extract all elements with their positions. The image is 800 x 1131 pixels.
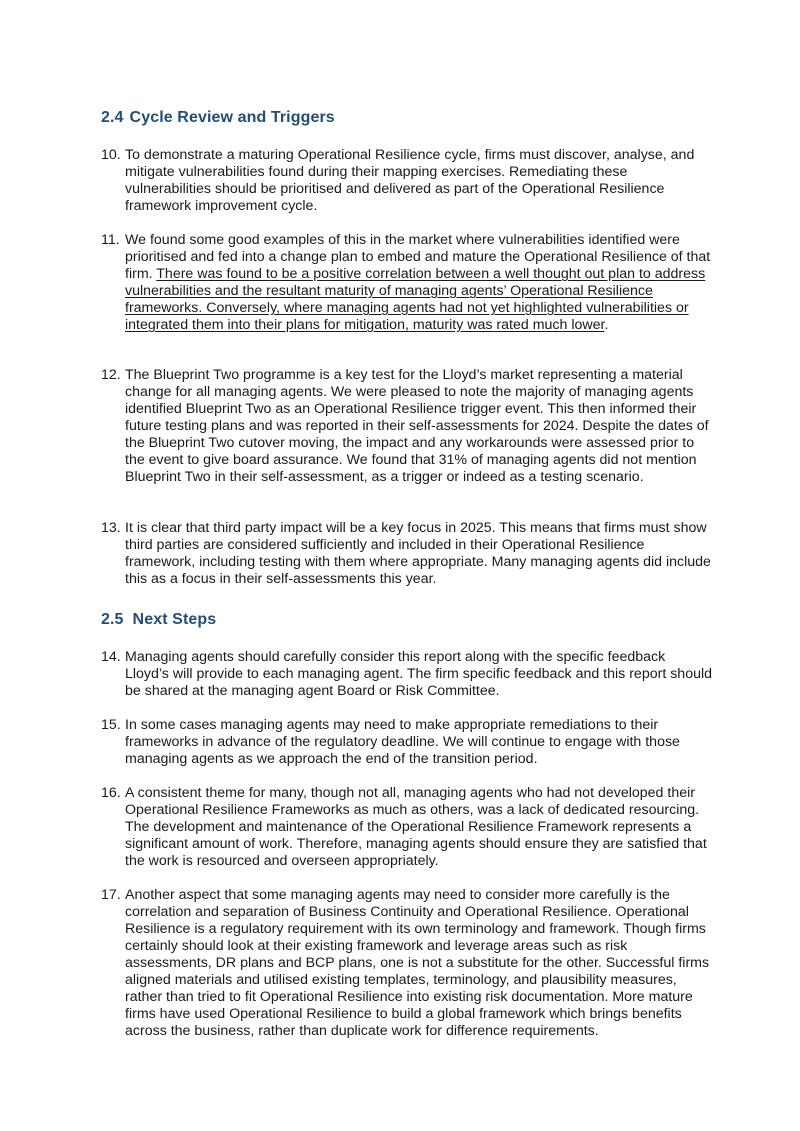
paragraph-number: 16. [101,785,121,801]
section-number: 2.5 [101,611,124,628]
paragraph-text: Another aspect that some managing agents may need to consider more carefully is the correlation and separation of Business Continuity and Operational Resilience. Operational Resilience is a regulatory requirement with its own terminology and framework. Though firms certainly should look at their existing framework and leverage areas such as risk assessments, DR plans and BCP plans, one is not a substitute for the other. Successful firms aligned materials and utilised existing templates, terminology, and plausibility measures, rather than tried to fit Operational Resilience into existing risk documentation. More mature firms have used Operational Resilience to build a global framework which brings benefits across the business, rather than duplicate work for difference requirements. [125,887,710,1039]
paragraph-tail: . [604,317,609,333]
underlined-finding: There was found to be a positive correlation between a well thought out plan to address vulnerabilities and the resultant maturity of managing agents’ Operational Resilience frameworks. Conversely, where managing agents had not yet highlighted vulnerabilities or integrated them into their plans for mitigation, maturity was rated much lower [125,266,706,333]
paragraph-14 [101,649,713,700]
section-heading-2-5 [101,611,216,629]
paragraph-number: 11. [101,232,120,248]
paragraph-text: We found some good examples of this in the market where vulnerabilities identified were prioritised and fed into a change plan to embed and mature the Operational Resilience of that firm. [125,232,711,282]
paragraph-text: The Blueprint Two programme is a key test for the Lloyd’s market representing a material change for all managing agents. We were pleased to note the majority of managing agents identified Blueprint Two as an Operational Resilience trigger event. This then informed their future testing plans and was reported in their self-assessments for 2024. Despite the dates of the Blueprint Two cutover moving, the impact and any workarounds were assessed prior to the event to give board assurance. We found that 31% of managing agents did not mention Blueprint Two in their self-assessment, as a trigger or indeed as a testing scenario. [125,367,709,485]
paragraph-number: 13. [101,520,121,536]
paragraph-12 [101,367,713,486]
paragraph-text: Managing agents should carefully consider this report along with the specific feedback Lloyd’s will provide to each managing agent. The firm specific feedback and this report should be shared at the managing agent Board or Risk Committee. [125,649,713,699]
paragraph-13 [101,520,713,588]
paragraph-15 [101,717,713,768]
paragraph-text: A consistent theme for many, though not all, managing agents who had not developed their Operational Resilience Frameworks as much as others, was a lack of dedicated resourcing. The development and maintenance of the Operational Resilience Framework represents a significant amount of work. Therefore, managing agents should ensure they are satisfied that the work is resourced and overseen appropriately. [125,785,707,869]
paragraph-number: 15. [101,717,121,733]
paragraph-number: 10. [101,147,121,163]
paragraph-number: 12. [101,367,121,383]
paragraph-10 [101,147,713,215]
section-heading-2-4 [101,109,335,127]
paragraph-11 [101,232,713,334]
paragraph-number: 17. [101,887,121,903]
paragraph-17 [101,887,713,1040]
section-title: Cycle Review and Triggers [129,109,335,126]
paragraph-text: It is clear that third party impact will be a key focus in 2025. This means that firms must show third parties are considered sufficiently and included in their Operational Resilience framework, including testing with them where appropriate. Many managing agents did include this as a focus in their self-assessments this year. [125,520,711,587]
section-title: Next Steps [132,611,217,628]
paragraph-text: To demonstrate a maturing Operational Resilience cycle, firms must discover, analyse, and mitigate vulnerabilities found during their mapping exercises. Remediating these vulnerabilities should be prioritised and delivered as part of the Operational Resilience framework improvement cycle. [125,147,695,214]
section-number: 2.4 [101,109,124,126]
paragraph-body [125,232,713,334]
paragraph-16 [101,785,713,870]
paragraph-text: In some cases managing agents may need to make appropriate remediations to their frameworks in advance of the regulatory deadline. We will continue to engage with those managing agents as we approach the end of the transition period. [125,717,680,767]
paragraph-number: 14. [101,649,121,665]
